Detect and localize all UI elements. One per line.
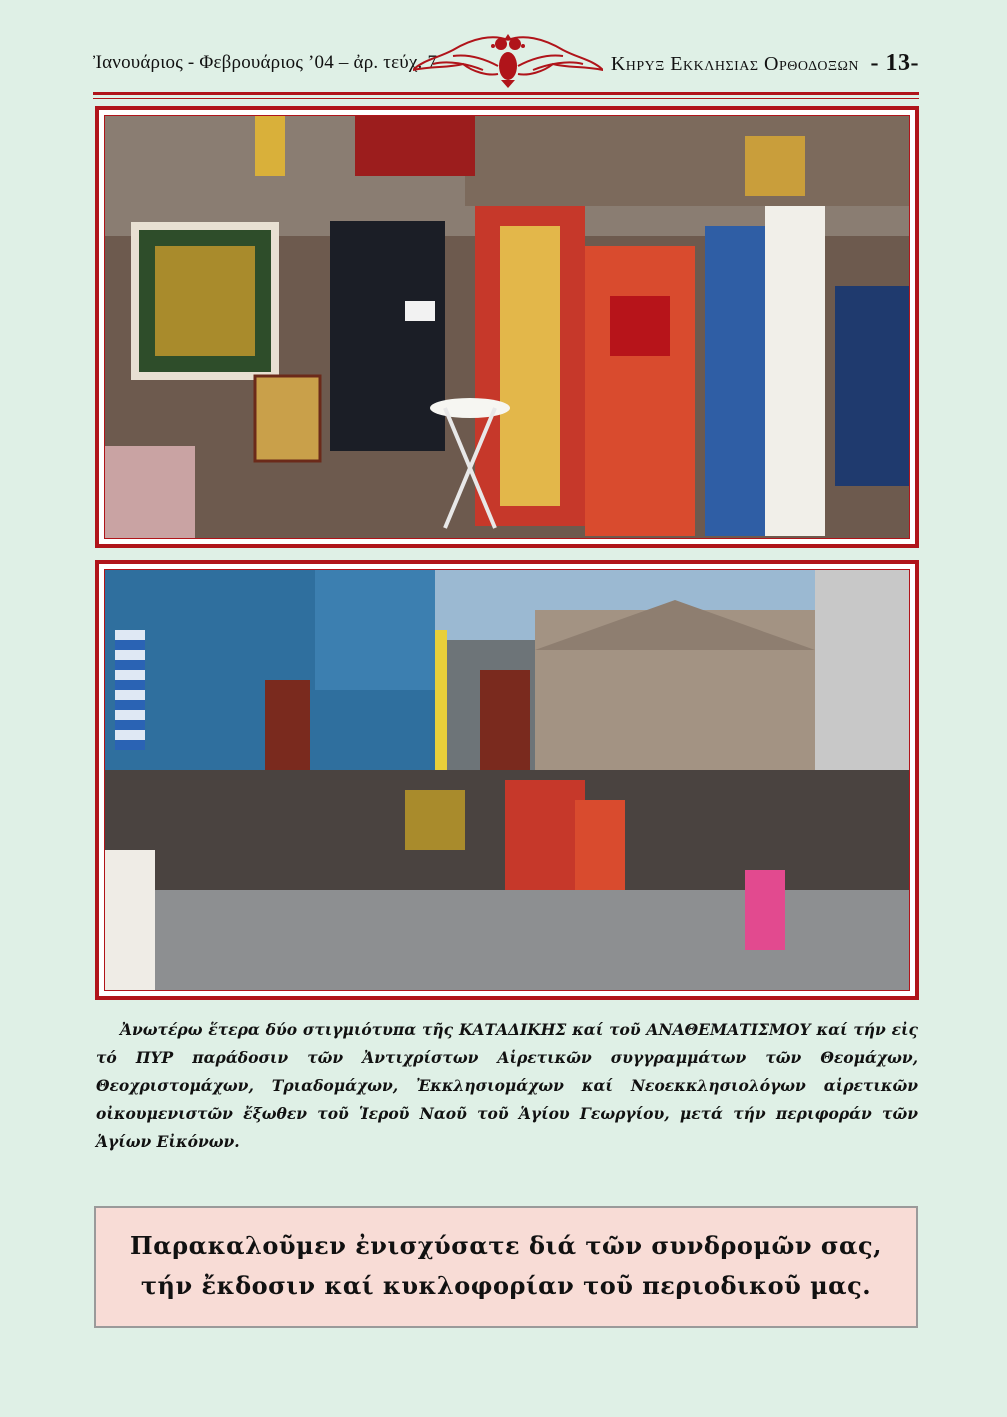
notice-line-2: τήν ἔκδοσιν καί κυκλοφορίαν τοῦ περιοδικοῦ μας. [140, 1271, 872, 1300]
page-number: - 13- [870, 50, 919, 76]
photo-clergy-ceremony [95, 106, 919, 548]
double-headed-eagle-icon [413, 30, 603, 90]
page-header [93, 30, 919, 90]
photograph-clergy-ceremony-icon [105, 116, 909, 538]
notice-line-1: Παρακαλοῦμεν ἐνισχύσατε διά τῶν συνδρομῶν σας, [130, 1231, 882, 1260]
photo-caption: Ἀνωτέρω ἕτερα δύο στιγμιότυπα τῆς ΚΑΤΑΔΙΚΗΣ καί τοῦ ΑΝΑΘΕΜΑΤΙΣΜΟΥ καί τήν εἰς τό ΠΥΡ παράδοσιν τῶν Ἀντιχρίστων Αἱρετικῶν συγγραμμάτων τῶν Θεομάχων, Θεοχριστομάχων, Τριαδομάχων, Ἐκκλησιομάχων καί Νεοεκκλησιολόγων αἱρετικῶν οἰκουμενιστῶν ἔξωθεν τοῦ Ἱεροῦ Ναοῦ τοῦ Ἁγίου Γεωργίου, μετά τήν περιφοράν τῶν Ἁγίων Εἰκόνων. [96, 1020, 918, 1151]
issue-info: Ἰανουάριος - Φεβρουάριος ’04 – ἀρ. τεύχ. 7 [93, 52, 438, 73]
header-rule [93, 92, 919, 95]
journal-title [611, 50, 919, 77]
journal-name: Κηρυξ Εκκλησιας Ορθοδοξων [610, 53, 860, 75]
subscription-notice [94, 1206, 918, 1328]
photo-procession-street [95, 560, 919, 1000]
photograph-procession-street-icon [105, 570, 909, 990]
header-rule-thin [93, 98, 919, 99]
